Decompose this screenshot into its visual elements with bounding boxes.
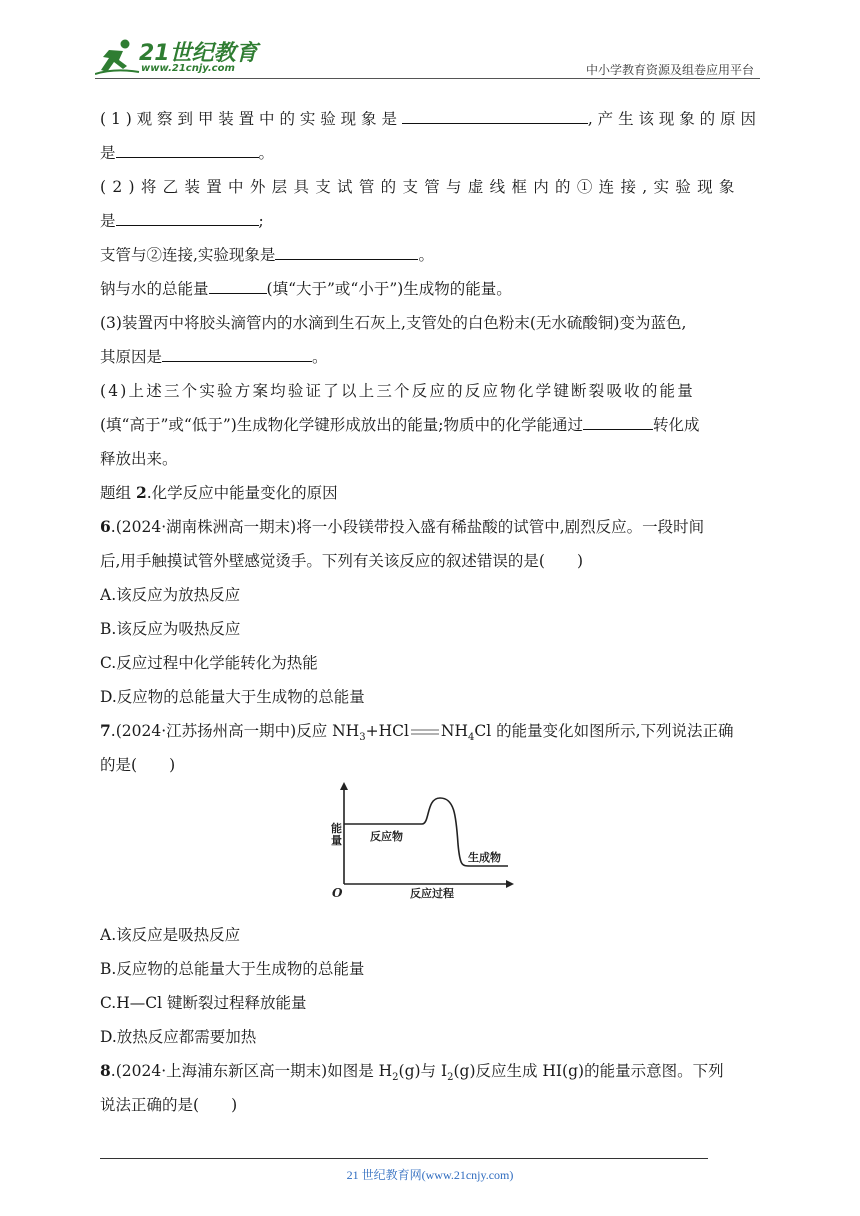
option-b: B.反应物的总能量大于生成物的总能量 [100, 960, 365, 978]
text: .(2024·上海浦东新区高一期末)如图是 H [110, 1062, 393, 1080]
runner-logo-icon [95, 38, 141, 76]
subscript: 4 [468, 732, 475, 744]
reactant-label: 反应物 [370, 830, 403, 843]
text: 。 [258, 144, 275, 162]
text: 说法正确的是( [100, 1096, 200, 1114]
text-line [100, 238, 762, 272]
text: (2)将乙装置中外层具支试管的支管与虚线框内的①连接,实验现象 [100, 178, 741, 196]
answer-blank [116, 139, 259, 158]
footer-divider [100, 1158, 708, 1159]
text: .化学反应中能量变化的原因 [146, 484, 338, 502]
text-line [100, 442, 762, 476]
text: .(2024·江苏扬州高一期中)反应 NH [110, 722, 360, 740]
question-8 [100, 1054, 762, 1088]
text: 转化成 [653, 416, 700, 434]
question-number: 6 [100, 517, 111, 536]
text-line [100, 204, 762, 238]
origin-label: O [332, 886, 343, 900]
text-line [100, 544, 762, 578]
text: 后,用手触摸试管外壁感觉烫手。下列有关该反应的叙述错误的是( [100, 552, 545, 570]
energy-diagram-svg [330, 782, 520, 900]
text-line [100, 340, 762, 374]
text: NH [440, 722, 468, 740]
text: 。 [312, 348, 328, 366]
text: 支管与②连接,实验现象是 [100, 246, 276, 264]
logo [95, 34, 265, 80]
subscript: 3 [359, 732, 366, 744]
text: 其原因是 [100, 348, 163, 366]
text: (填“高于”或“低于”)生成物化学键形成放出的能量;物质中的化学能通过 [100, 416, 584, 434]
text: 是 [100, 212, 116, 230]
equals-sign-icon [410, 727, 440, 737]
y-axis-label [331, 821, 342, 847]
text: (g)反应生成 HI(g)的能量示意图。下列 [453, 1062, 724, 1080]
energy-diagram [330, 782, 520, 900]
header-divider [95, 78, 760, 79]
document-body [100, 102, 762, 1122]
text: ,产生该现象的原因 [587, 110, 761, 128]
text: (4)上述三个实验方案均验证了以上三个反应的反应物化学键断裂吸收的能量 [100, 382, 695, 400]
answer-blank [209, 275, 267, 294]
x-axis-arrow [506, 880, 514, 888]
text-line [100, 1088, 762, 1122]
product-label: 生成物 [468, 851, 501, 864]
section-heading [100, 476, 762, 510]
text: 钠与水的总能量 [100, 280, 209, 298]
question-number: 7 [100, 721, 111, 740]
text: ) [169, 756, 176, 774]
option-d: D.放热反应都需要加热 [100, 1028, 257, 1046]
text: (3)装置丙中将胶头滴管内的水滴到生石灰上,支管处的白色粉末(无水硫酸铜)变为蓝色, [100, 314, 687, 332]
text-line [100, 272, 762, 306]
text: 。 [418, 246, 434, 264]
text: (填“大于”或“小于”)生成物的能量。 [266, 280, 512, 298]
text-line [100, 408, 762, 442]
option-a: A.该反应为放热反应 [100, 586, 241, 604]
text: +HCl [365, 722, 409, 740]
footer-link[interactable]: 21 世纪教育网(www.21cnjy.com) [346, 1168, 514, 1182]
logo-url: www.21cnjy.com [141, 63, 235, 74]
x-axis-label: 反应过程 [410, 887, 454, 900]
option-a: A.该反应是吸热反应 [100, 926, 241, 944]
logo-text: 21世纪教育 [139, 41, 258, 66]
subscript: 2 [447, 1072, 454, 1084]
text-line [100, 136, 762, 170]
text: (g)与 I [398, 1062, 448, 1080]
text: .(2024·湖南株洲高一期末)将一小段镁带投入盛有稀盐酸的试管中,剧烈反应。一段时间 [110, 518, 705, 536]
text: 题组 [100, 484, 136, 502]
answer-blank [275, 241, 418, 260]
text: ; [258, 212, 264, 230]
platform-name: 中小学教育资源及组卷应用平台 [585, 63, 754, 77]
text-line [100, 170, 762, 204]
y-axis-char: 量 [331, 834, 342, 847]
option-c: C.反应过程中化学能转化为热能 [100, 654, 318, 672]
question-number: 8 [100, 1061, 111, 1080]
text-line [100, 102, 762, 136]
text: Cl 的能量变化如图所示,下列说法正确 [474, 722, 734, 740]
question-6 [100, 510, 762, 544]
option-c: C.H—Cl 键断裂过程释放能量 [100, 994, 307, 1012]
answer-blank [116, 207, 259, 226]
text-line [100, 374, 762, 408]
text: 2 [135, 483, 147, 502]
subscript: 2 [392, 1072, 399, 1084]
option-d: D.反应物的总能量大于生成物的总能量 [100, 688, 365, 706]
question-7 [100, 714, 762, 748]
y-axis-char: 能 [331, 822, 342, 835]
answer-blank [583, 411, 653, 430]
answer-blank [402, 105, 588, 124]
option-b: B.该反应为吸热反应 [100, 620, 241, 638]
text: 是 [100, 144, 116, 162]
y-axis-arrow [340, 782, 348, 790]
page-header [95, 34, 760, 80]
answer-blank [162, 343, 312, 362]
text: 的是( [100, 756, 138, 774]
text: 释放出来。 [100, 450, 178, 468]
text-line [100, 306, 762, 340]
text: ) [231, 1096, 238, 1114]
text-line [100, 748, 762, 782]
text: ) [576, 552, 584, 570]
text: (1)观察到甲装置中的实验现象是 [100, 110, 402, 128]
